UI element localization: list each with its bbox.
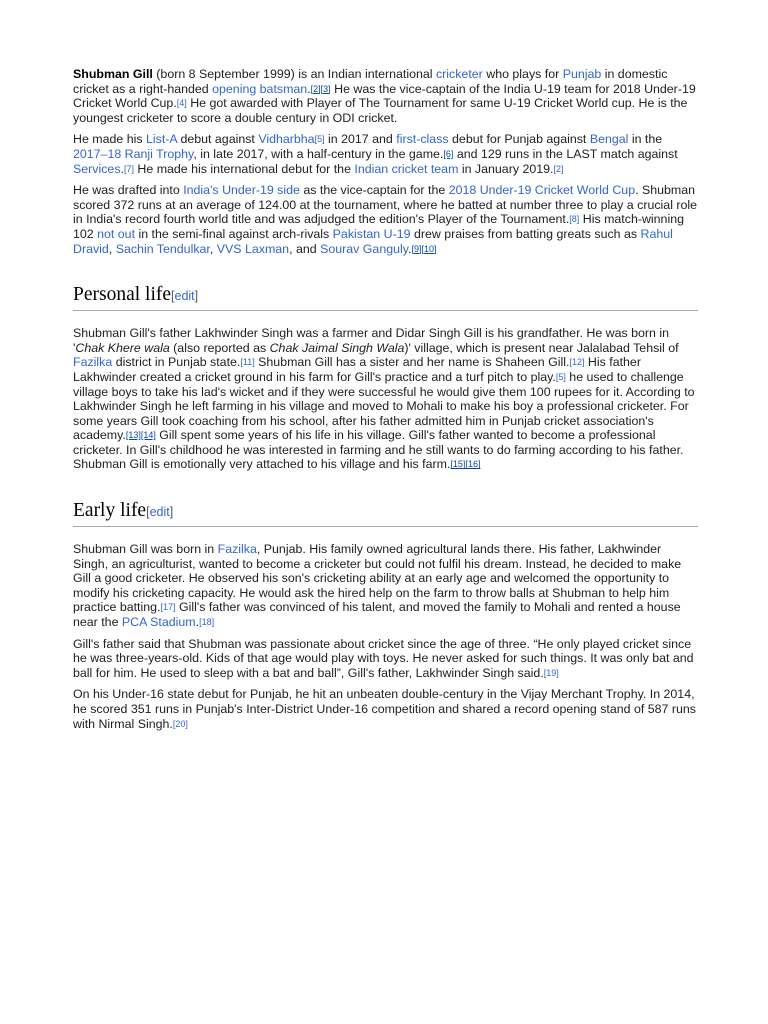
text: Shubman Gill has a sister and her name is Shaheen Gill.	[254, 355, 570, 370]
text: , Punjab. His family owned agricultural lands there. His father, Lakhwinder Singh, an agriculturist, wanted to become a cricketer but could not fulfil his dream. Instead, he decided to make Gill a good cricketer. He observed his son's cricketing ability at an early age and welcomed the opportunity to modify his cricketing capacity. He would ask the hired help on the farm to throw balls at Shubman to help him practice batting.	[73, 542, 682, 615]
bracket: ]	[169, 505, 174, 520]
text: Gill's father said that Shubman was passionate about cricket since the age of three. “He only played cricket since he was three-years-old. Kids of that age would play with toys. He never asked for such things. It was only bat and ball for him. He used to sleep with a bat and ball”, Gill's father, Lakhwinder Singh said.	[73, 636, 694, 680]
link-bengal[interactable]: Bengal	[589, 132, 629, 147]
heading-text: Personal life	[73, 284, 172, 306]
bracket: [	[146, 505, 150, 520]
edit-section-link	[171, 289, 198, 303]
citation-2[interactable]: [2]	[553, 163, 564, 174]
intro-paragraph-1	[73, 67, 698, 125]
personal-paragraph-1	[73, 326, 698, 472]
citation-5[interactable]: [5]	[555, 371, 566, 382]
link-fazilka[interactable]: Fazilka	[73, 355, 113, 370]
link-services[interactable]: Services	[73, 161, 121, 176]
text: (born 8 September 1999) is an Indian international	[152, 67, 436, 81]
citation-10[interactable]: [10]	[421, 243, 437, 254]
text: He was the vice-captain of the India U-19 team for 2018 Under-19 Cricket World Cup.	[73, 81, 696, 111]
citation-20[interactable]: [20]	[172, 718, 188, 729]
citation-17[interactable]: [17]	[160, 602, 176, 613]
link-pakistan-u19[interactable]: Pakistan U-19	[332, 226, 411, 241]
text: , in late 2017, with a half-century in the game.	[193, 146, 444, 161]
edit-link-early-life[interactable]: edit	[149, 505, 170, 520]
link-ranji-trophy[interactable]: 2017–18 Ranji Trophy	[73, 146, 194, 161]
edit-link-personal-life[interactable]: edit	[174, 289, 195, 304]
text: debut against	[177, 132, 259, 147]
early-paragraph-1	[73, 542, 698, 630]
text: Gill's father was convinced of his talent, and moved the family to Mohali and rented a house near the	[73, 600, 681, 630]
citation-6[interactable]: [6]	[443, 148, 454, 159]
citation-12[interactable]: [12]	[569, 357, 585, 368]
heading-text: Early life	[73, 500, 147, 522]
text: and 129 runs in the LAST match against	[453, 146, 678, 161]
link-sourav-ganguly[interactable]: Sourav Ganguly	[320, 241, 409, 256]
article-body	[73, 67, 698, 738]
link-2018-u19-world-cup[interactable]: 2018 Under-19 Cricket World Cup	[448, 183, 636, 198]
text: Shubman Gill was born in	[73, 542, 218, 557]
citation-5[interactable]: [5]	[314, 134, 325, 145]
link-list-a[interactable]: List-A	[146, 132, 178, 147]
text: in January 2019.	[458, 161, 554, 176]
text: He made his	[73, 132, 147, 147]
link-indian-cricket-team[interactable]: Indian cricket team	[354, 161, 459, 176]
link-punjab[interactable]: Punjab	[562, 67, 602, 81]
text: . Shubman scored 372 runs at an average of 124.00 at the tournament, where he batted at number three to play a crucial role in India's record fourth world title and was adjudged the edition's Player of the Tournament.	[73, 183, 698, 227]
link-vidharbha[interactable]: Vidharbha	[258, 132, 315, 147]
link-cricketer[interactable]: cricketer	[435, 67, 483, 81]
text: .	[307, 81, 311, 96]
text: drew praises from batting greats such as	[410, 226, 641, 241]
bracket: [	[171, 289, 175, 304]
text: in domestic cricket as a right-handed	[73, 67, 668, 96]
citation-11[interactable]: [11]	[240, 357, 255, 368]
text: (also reported as	[169, 340, 270, 355]
text: debut for Punjab against	[448, 132, 590, 147]
link-india-under-19-side[interactable]: India's Under-19 side	[183, 183, 300, 198]
link-vvs-laxman[interactable]: VVS Laxman	[216, 241, 290, 256]
text: as the vice-captain for the	[299, 183, 449, 198]
citation-4[interactable]: [4]	[176, 98, 187, 109]
edit-section-link	[146, 505, 173, 519]
citation-15[interactable]: [15]	[450, 459, 466, 470]
early-paragraph-2	[73, 637, 698, 681]
text: in the semi-final against arch-rivals	[135, 226, 333, 241]
text: , and	[289, 241, 321, 256]
italic-text: Chak Khere wala	[75, 340, 170, 355]
bracket: ]	[194, 289, 199, 304]
citation-8[interactable]: [8]	[569, 214, 580, 225]
text: he used to challenge village boys to take his lad's wicket and if they were successful he would give them 100 rupees for it. According to Lakhwinder Singh he left farming in his village and moved to Mohali to make his boy a professional cricketer. For some years Gill took coaching from his school, after his father admitted him in Punjab cricket association's academy.	[73, 369, 695, 443]
text: He was drafted into	[73, 183, 184, 198]
early-paragraph-3	[73, 687, 698, 731]
link-not-out[interactable]: not out	[97, 226, 136, 241]
text: in 2017 and	[324, 132, 397, 147]
text: in the	[628, 132, 663, 147]
citation-19[interactable]: [19]	[543, 667, 559, 678]
citation-9[interactable]: [9]	[411, 243, 422, 254]
link-fazilka[interactable]: Fazilka	[217, 542, 257, 557]
text: Shubman Gill's father Lakhwinder Singh was a farmer and Didar Singh Gill is his grandfather. He was born in '	[73, 326, 670, 355]
citation-18[interactable]: [18]	[199, 617, 215, 628]
citation-2[interactable]: [2]	[310, 83, 321, 94]
text: .	[195, 615, 200, 630]
link-sachin-tendulkar[interactable]: Sachin Tendulkar	[115, 241, 210, 256]
text: On his Under-16 state debut for Punjab, he hit an unbeaten double-century in the Vijay Merchant Trophy. In 2014, he scored 351 runs in Punjab's Inter-District Under-16 competition and shared a record opening stand of 587 runs with Nirmal Singh.	[73, 687, 696, 731]
text: .	[408, 241, 412, 256]
text: ,	[108, 241, 116, 256]
text: His match-winning 102	[73, 212, 684, 241]
citation-16[interactable]: [16]	[465, 459, 481, 470]
section-heading-personal-life	[73, 283, 698, 311]
italic-text: Chak Jaimal Singh Wala	[269, 340, 405, 355]
intro-paragraph-2	[73, 132, 698, 176]
text: .	[120, 161, 124, 176]
citation-7[interactable]: [7]	[123, 163, 134, 174]
citation-13[interactable]: [13]	[125, 430, 141, 441]
citation-14[interactable]: [14]	[140, 430, 156, 441]
text: He got awarded with Player of The Tournament for same U-19 Cricket World cup. He is the youngest cricketer to score a double century in ODI cricket.	[73, 96, 688, 125]
link-rahul-dravid[interactable]: Rahul Dravid	[73, 226, 673, 256]
text: ,	[209, 241, 217, 256]
text: He made his international debut for the	[133, 161, 355, 176]
link-opening-batsman[interactable]: opening batsman	[212, 81, 308, 96]
section-heading-early-life	[73, 499, 698, 527]
article-subject-name: Shubman Gill	[73, 67, 153, 81]
link-pca-stadium[interactable]: PCA Stadium	[121, 615, 196, 630]
text: Gill spent some years of his life in his village. Gill's father wanted to become a professional cricketer. In Gill's childhood he was interested in farming and he still wants to do farming according to his father. Shubman Gill is emotionally very attached to his village and his farm.	[73, 428, 684, 472]
citation-3[interactable]: [3]	[320, 83, 331, 94]
intro-paragraph-3	[73, 183, 698, 256]
link-first-class[interactable]: first-class	[396, 132, 449, 147]
text: district in Punjab state.	[112, 355, 241, 370]
text: who plays for	[482, 67, 563, 81]
text: His father Lakhwinder created a cricket ground in his farm for Gill's practice and a turf pitch to play.	[73, 355, 641, 384]
text: )' village, which is present near Jalalabad Tehsil of	[404, 340, 679, 355]
